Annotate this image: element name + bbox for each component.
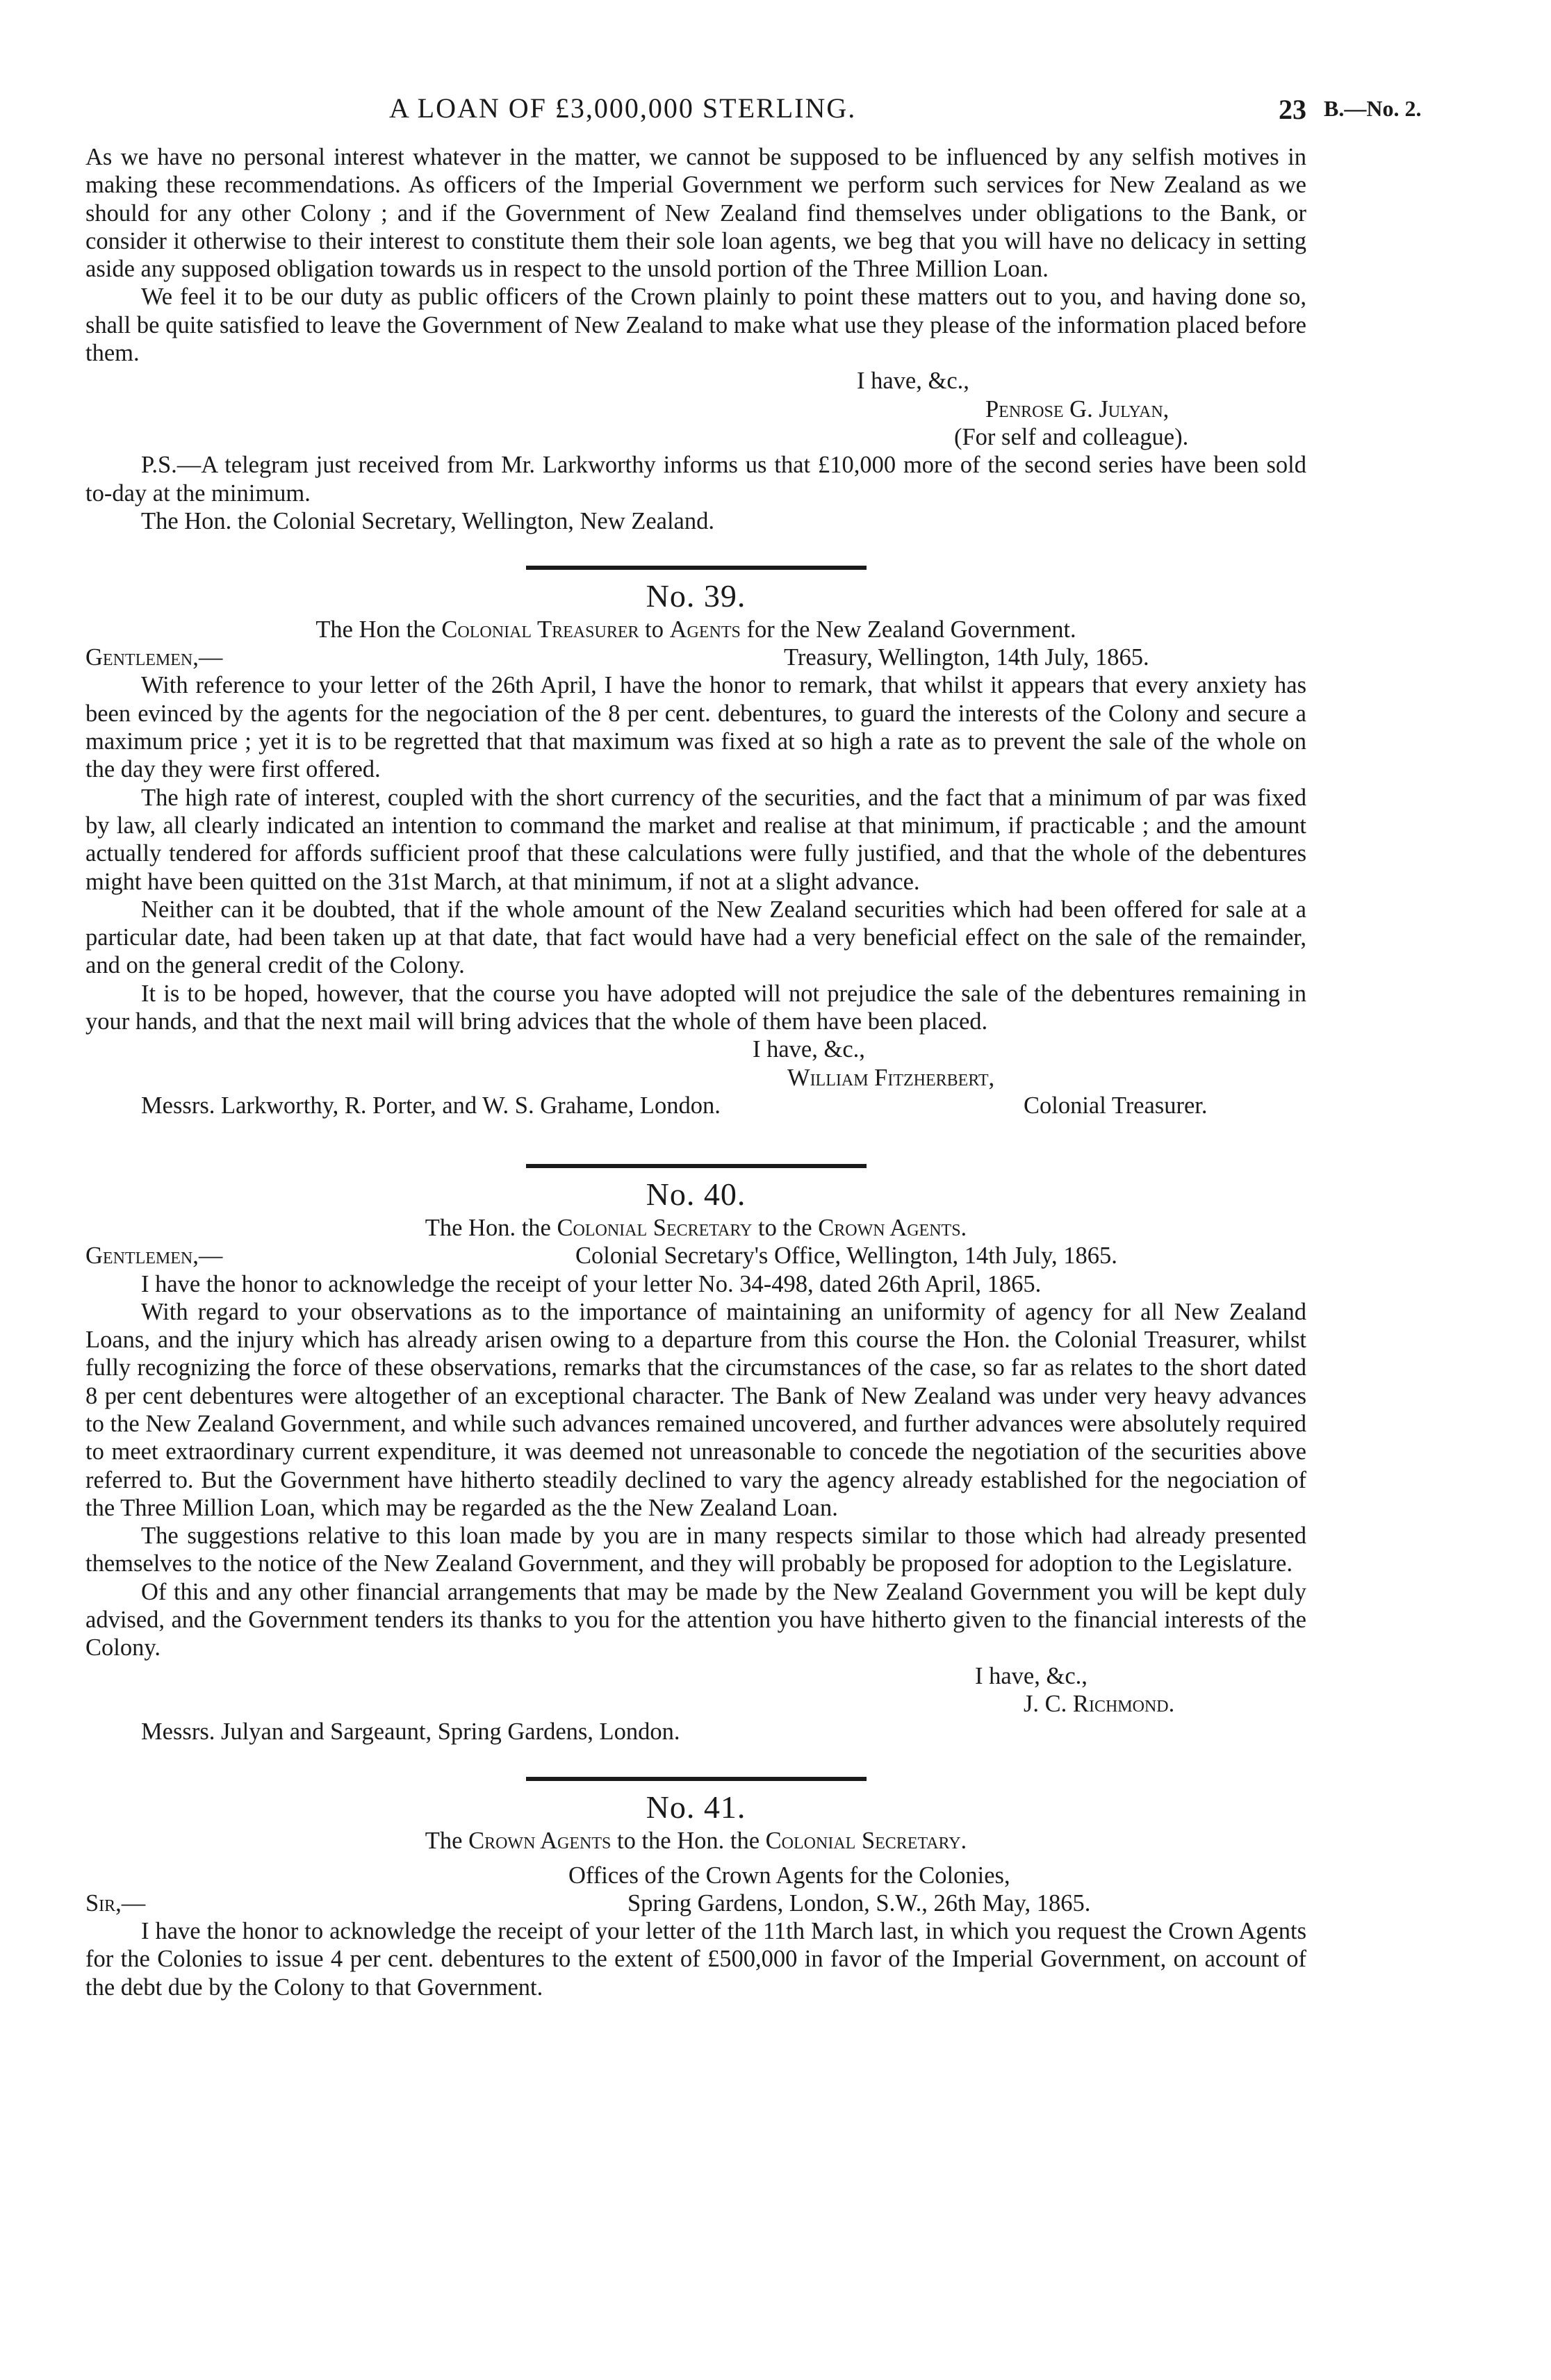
dateline: Offices of the Crown Agents for the Colonies,: [568, 1862, 1010, 1889]
signatory-title: Colonial Treasurer.: [1024, 1092, 1208, 1119]
paragraph: We feel it to be our duty as public officers of the Crown plainly to point these matters out to you, and having done so, shall be quite satisfied to leave the Government of New Zealand to make what use they please of the information placed before them.: [85, 284, 1306, 367]
paragraph: Of this and any other financial arrangements that may be made by the New Zealand Government you will be kept duly advised, and the Government tenders its thanks to you for the attention you have hitherto given to the financial interests of the Colony.: [85, 1578, 1306, 1661]
paragraph: It is to be hoped, however, that the course you have adopted will not prejudice the sale of the debentures remaining in your hands, and that the next mail will bring advices that the whole of them have been placed.: [85, 980, 1306, 1035]
addressee: Messrs. Larkworthy, R. Porter, and W. S. Grahame, London.: [141, 1092, 721, 1119]
signature: William Fitzherbert,: [787, 1064, 995, 1091]
dateline: Treasury, Wellington, 14th July, 1865.: [784, 644, 1149, 671]
signature: Penrose G. Julyan,: [985, 395, 1170, 422]
dateline: Spring Gardens, London, S.W., 26th May, 1865.: [627, 1889, 1091, 1917]
signature: J. C. Richmond.: [1024, 1690, 1175, 1717]
letter-heading: The Hon the Colonial Treasurer to Agents for the New Zealand Government.: [315, 616, 1076, 643]
closing: I have, &c.,: [753, 1036, 865, 1063]
paragraph: With reference to your letter of the 26th April, I have the honor to remark, that whilst it appears that every anxiety has been evinced by the agents for the negociation of the 8 per cent. debentures, to guard the interests of the Colony and secure a maximum price ; yet it is to be regretted that that maximum was fixed at so high a rate as to prevent the sale of the whole on the day they were first offered.: [85, 672, 1306, 783]
addressee: Messrs. Julyan and Sargeaunt, Spring Gardens, London.: [141, 1718, 680, 1746]
closing: I have, &c.,: [975, 1662, 1088, 1689]
dateline: Colonial Secretary's Office, Wellington, 14th July, 1865.: [575, 1242, 1117, 1270]
document-number: No. 40.: [646, 1176, 746, 1213]
page-header: [0, 92, 1551, 133]
closing: I have, &c.,: [857, 368, 969, 395]
paragraph: I have the honor to acknowledge the receipt of your letter No. 34-498, dated 26th April, 1865.: [141, 1270, 1042, 1297]
paragraph: Neither can it be doubted, that if the whole amount of the New Zealand securities which had been offered for sale at a particular date, had been taken up at that date, that fact would have had a very beneficial effect on the sale of the remainder, and on the general credit of the Colony.: [85, 896, 1306, 979]
letter-no-39: [85, 577, 1306, 1119]
paragraph: As we have no personal interest whatever in the matter, we cannot be supposed to be influenced by any selfish motives in making these recommendations. As officers of the Imperial Government we perform such services for New Zealand as we should for any other Colony ; and if the Government of New Zealand find themselves under obligations to the Bank, or consider it otherwise to their interest to constitute them their sole loan agents, we beg that you will have no delicacy in setting aside any supposed obligation towards us in respect to the unsold portion of the Three Million Loan.: [85, 144, 1306, 283]
letter-no-41: [85, 1788, 1306, 2001]
letter-no-40: [85, 1175, 1306, 1746]
paragraph: The suggestions relative to this loan made by you are in many respects similar to those which had already presented themselves to the notice of the New Zealand Government, and they will probably be proposed for adoption to the Legislature.: [85, 1523, 1306, 1577]
document-number: No. 41.: [646, 1789, 746, 1825]
page-body: [85, 143, 1306, 2001]
running-title: A LOAN OF £3,000,000 STERLING.: [389, 92, 857, 124]
salutation: Gentlemen,—: [85, 644, 223, 671]
signature-note: (For self and colleague).: [954, 423, 1189, 450]
paragraph: The high rate of interest, coupled with the short currency of the securities, and the fact that a minimum of par was fixed by law, all clearly indicated an intention to command the market and realise at that minimum, if practicable ; and the amount actually tendered for affords sufficient proof that these calculations were fully justified, and that the whole of the debentures might have been quitted on the 31st March, at that minimum, if not at a slight advance.: [85, 784, 1306, 895]
postscript: P.S.—A telegram just received from Mr. Larkworthy informs us that £10,000 more of the second series have been sold to-day at the minimum.: [85, 452, 1306, 507]
addressee: The Hon. the Colonial Secretary, Wellington, New Zealand.: [141, 507, 714, 534]
letter-heading: The Crown Agents to the Hon. the Colonial Secretary.: [425, 1827, 967, 1854]
letter-heading: The Hon. the Colonial Secretary to the Crown Agents.: [425, 1215, 967, 1242]
document-number: No. 39.: [646, 578, 746, 614]
salutation: Sir,—: [85, 1889, 146, 1917]
page-number: 23: [1279, 94, 1306, 125]
letter-continuation: [85, 143, 1306, 535]
document-reference: B.—No. 2.: [1324, 96, 1422, 121]
paragraph: I have the honor to acknowledge the receipt of your letter of the 11th March last, in which you request the Crown Agents for the Colonies to issue 4 per cent. debentures to the extent of £500,000 in favor of the Imperial Government, on account of the debt due by the Colony to that Government.: [85, 1918, 1306, 2001]
salutation: Gentlemen,—: [85, 1242, 223, 1270]
paragraph: With regard to your observations as to the importance of maintaining an uniformity of agency for all New Zealand Loans, and the injury which has already arisen owing to a departure from this course the Hon. the Colonial Treasurer, whilst fully recognizing the force of these observations, remarks that the circumstances of the case, so far as relates to the short dated 8 per cent debentures were altogether of an exceptional character. The Bank of New Zealand was under very heavy advances to the New Zealand Government, and while such advances remained uncovered, and further advances were absolutely required to meet extraordinary current expenditure, it was deemed not unreasonable to concede the negotiation of the securities above referred to. But the Government have hitherto steadily declined to vary the agency already established for the negociation of the Three Million Loan, which may be regarded as the the New Zealand Loan.: [85, 1298, 1306, 1521]
